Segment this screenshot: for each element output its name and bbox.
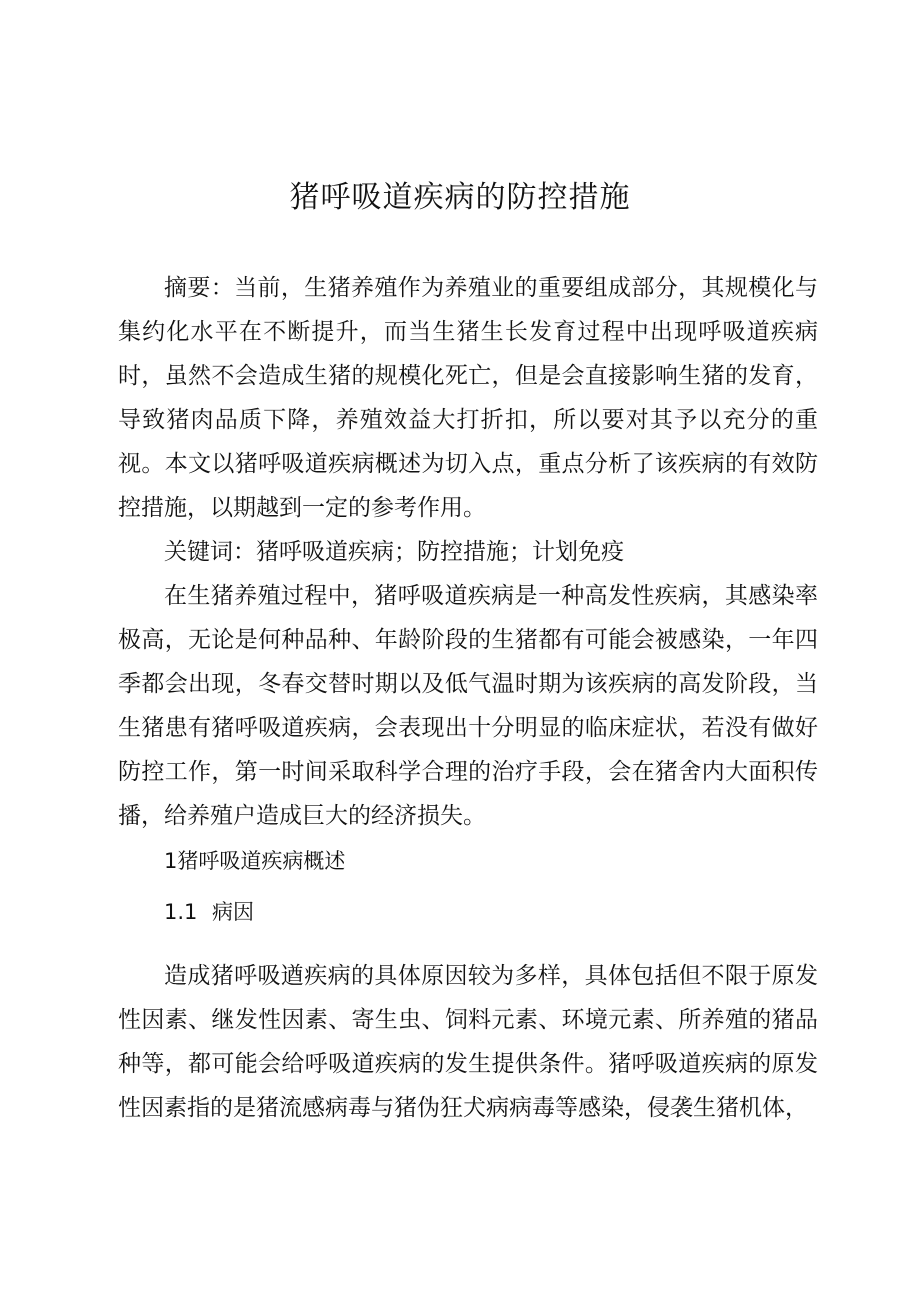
abstract-paragraph: 摘要：当前，生猪养殖作为养殖业的重要组成部分，其规模化与集约化水平在不断提升，而当生猪生长发育过程中出现呼吸道疾病时，虽然不会造成生猪的规模化死亡，但是会直接影响生猪的发育，导致猪肉品质下降，养殖效益大打折扣，所以要对其予以充分的重视。本文以猪呼吸道疾病概述为切入点，重点分析了该疾病的有效防控措施，以期越到一定的参考作用。 [118,275,818,521]
section-number: 1.1 [164,900,198,924]
document-title: 猪呼吸道疾病的防控措施 [289,180,631,215]
keywords-line: 关键词：猪呼吸道疾病；防控措施；计划免疫 [164,539,624,565]
section-title: 病因 [212,900,254,924]
intro-paragraph: 在生猪养殖过程中，猪呼吸道疾病是一种高发性疾病，其感染率极高，无论是何种品种、年龄阶段的生猪都有可能会被感染，一年四季都会出现，冬春交替时期以及低气温时期为该疾病的高发阶段，当生猪患有猪呼吸道疾病，会表现出十分明显的临床症状，若没有做好防控工作，第一时间采取科学合理的治疗手段，会在猪舍内大面积传播，给养殖户造成巨大的经济损失。 [118,583,818,829]
section-1-1-paragraph: 造成猪呼吸遒疾病的具体原因较为多样，具体包括但不限于原发性因素、继发性因素、寄生虫、饲料元素、环境元素、所养殖的猪品种等，都可能会给呼吸道疾病的发生提供条件。猪呼吸道疾病的原发性因素指的是猪流感病毒与猪伪狂犬病病毒等感染，侵袭生猪机体， [118,963,818,1121]
section-1-heading: 1猪呼吸道疾病概述 [164,849,346,873]
section-1-1-heading [164,896,254,928]
